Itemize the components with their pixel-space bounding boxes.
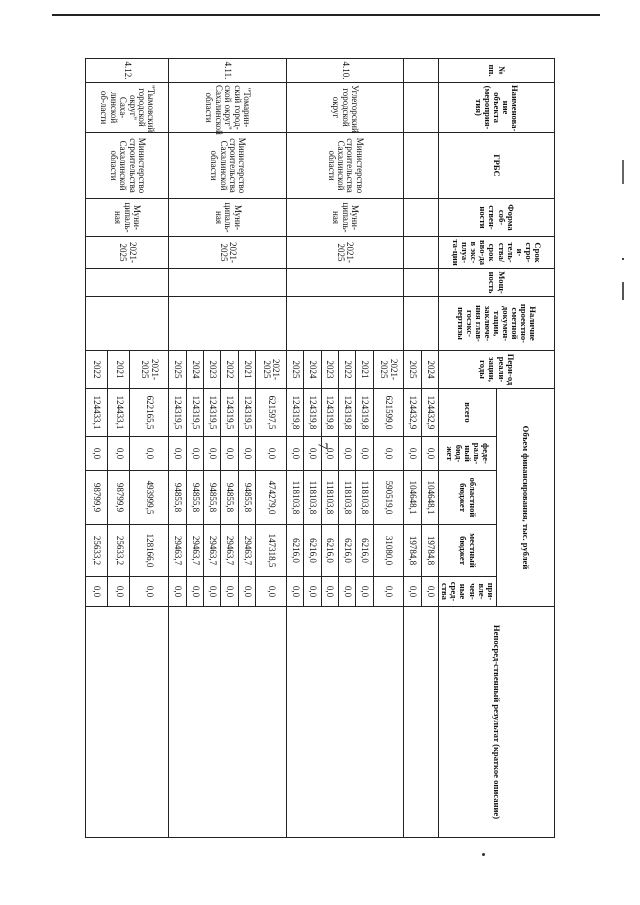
attracted-cell: 0,0: [304, 577, 321, 607]
attracted-cell: 0,0: [169, 577, 186, 607]
attracted-cell: 0,0: [373, 577, 404, 607]
attracted-cell: 0,0: [338, 577, 355, 607]
form-cell: [404, 199, 439, 237]
table-row: [256, 59, 287, 838]
attracted-cell: 0,0: [221, 577, 238, 607]
regional-cell: 118103,8: [304, 471, 321, 525]
local-cell: 128166,0: [130, 525, 169, 577]
total-cell: 124319,5: [204, 389, 221, 437]
form-cell: Муни-ципаль-ная: [86, 199, 169, 237]
regional-cell: 118103,8: [356, 471, 373, 525]
attracted-cell: 0,0: [186, 577, 203, 607]
grbs-cell: [404, 133, 439, 199]
scan-mark: [622, 258, 624, 260]
num-cell: 4.11.: [169, 59, 286, 83]
grbs-cell: Министерство строительства Сахалинской области: [86, 133, 169, 199]
result-cell: [404, 607, 439, 838]
period-cell: 2022: [338, 351, 355, 389]
federal-cell: 0,0: [304, 437, 321, 471]
regional-cell: 94855,8: [186, 471, 203, 525]
regional-cell: 94855,8: [169, 471, 186, 525]
federal-cell: 0,0: [130, 437, 169, 471]
regional-cell: 98799,9: [108, 471, 130, 525]
term-cell: 2021-2025: [286, 237, 403, 269]
period-cell: 2021-2025: [256, 351, 287, 389]
name-cell: "Тымовский городской округ" Саха-линской об-ласти: [86, 83, 169, 133]
local-cell: 25633,2: [108, 525, 130, 577]
federal-cell: 0,0: [373, 437, 404, 471]
regional-cell: 104648,1: [421, 471, 438, 525]
total-cell: 622165,5: [130, 389, 169, 437]
regional-cell: 98799,9: [86, 471, 108, 525]
total-cell: 621597,5: [256, 389, 287, 437]
total-cell: 124319,5: [169, 389, 186, 437]
total-cell: 124319,5: [186, 389, 203, 437]
period-cell: 2021-2025: [130, 351, 169, 389]
total-cell: 124319,5: [221, 389, 238, 437]
rotated-table-wrapper: [85, 58, 555, 838]
header-regional: областной бюджет: [439, 471, 497, 525]
form-cell: Муни-ципаль-ная: [286, 199, 403, 237]
total-cell: 124319,8: [304, 389, 321, 437]
top-rule: [52, 14, 600, 16]
table-row: [421, 59, 438, 838]
result-cell: [286, 607, 403, 838]
result-cell: [169, 607, 286, 838]
total-cell: 124319,8: [338, 389, 355, 437]
period-cell: 2023: [204, 351, 221, 389]
header-row: [497, 59, 555, 838]
total-cell: 124319,8: [321, 389, 338, 437]
federal-cell: 0,0: [338, 437, 355, 471]
local-cell: 29463,7: [204, 525, 221, 577]
local-cell: 6216,0: [321, 525, 338, 577]
local-cell: 6216,0: [286, 525, 303, 577]
federal-cell: 0,0: [238, 437, 255, 471]
attracted-cell: 0,0: [286, 577, 303, 607]
local-cell: 19784,8: [404, 525, 421, 577]
federal-cell: 0,0: [404, 437, 421, 471]
attracted-cell: 0,0: [256, 577, 287, 607]
local-cell: 29463,7: [169, 525, 186, 577]
attracted-cell: 0,0: [321, 577, 338, 607]
period-cell: 2024: [304, 351, 321, 389]
term-cell: 2021-2025: [169, 237, 286, 269]
regional-cell: 493999,5: [130, 471, 169, 525]
psd-cell: [286, 297, 403, 351]
power-cell: [404, 269, 439, 297]
regional-cell: 590519,0: [373, 471, 404, 525]
local-cell: 147318,5: [256, 525, 287, 577]
federal-cell: 0,0: [108, 437, 130, 471]
total-cell: 124433,1: [108, 389, 130, 437]
local-cell: 6216,0: [338, 525, 355, 577]
period-cell: 2021: [238, 351, 255, 389]
scan-dot: [482, 853, 485, 856]
local-cell: 29463,7: [186, 525, 203, 577]
power-cell: [86, 269, 169, 297]
header-form: Форма соб-ствен-ности: [439, 199, 555, 237]
scan-mark: [622, 160, 624, 184]
regional-cell: 94855,8: [221, 471, 238, 525]
period-cell: 2025: [286, 351, 303, 389]
header-attracted: при-вле-чен-ные сред-ства: [439, 577, 497, 607]
attracted-cell: 0,0: [86, 577, 108, 607]
power-cell: [169, 269, 286, 297]
header-federal: феде-раль-ный бюд-жет: [439, 437, 497, 471]
federal-cell: 0,0: [204, 437, 221, 471]
period-cell: 2021: [108, 351, 130, 389]
local-cell: 6216,0: [304, 525, 321, 577]
term-cell: 2021-2025: [86, 237, 169, 269]
regional-cell: 118103,8: [338, 471, 355, 525]
period-cell: 2022: [86, 351, 108, 389]
federal-cell: 0,0: [356, 437, 373, 471]
federal-cell: 0,0: [286, 437, 303, 471]
header-grbs: ГРБС: [439, 133, 555, 199]
attracted-cell: 0,0: [108, 577, 130, 607]
num-cell: 4.10.: [286, 59, 403, 83]
regional-cell: 104648,1: [404, 471, 421, 525]
table-row: [130, 59, 169, 838]
local-cell: 29463,7: [238, 525, 255, 577]
header-total: всего: [439, 389, 497, 437]
table-body: [86, 59, 555, 838]
total-cell: 124319,8: [356, 389, 373, 437]
period-cell: 2025: [169, 351, 186, 389]
scan-mark: [622, 282, 624, 300]
federal-cell: 0,0: [421, 437, 438, 471]
num-cell: 4.12.: [86, 59, 169, 83]
regional-cell: 94855,8: [204, 471, 221, 525]
federal-cell: 0,0: [256, 437, 287, 471]
federal-cell: 0,0: [86, 437, 108, 471]
total-cell: 124319,5: [238, 389, 255, 437]
header-name: Наименова-ние объекта (мероприя-тия): [439, 83, 555, 133]
period-cell: 2024: [421, 351, 438, 389]
total-cell: 621599,0: [373, 389, 404, 437]
total-cell: 124433,1: [86, 389, 108, 437]
header-term: Срок стро-и-тель-ства/ срок вво-да в экс-плуа-та-ции: [439, 237, 555, 269]
term-cell: [404, 237, 439, 269]
financing-table: [85, 58, 555, 838]
header-funding: Объем финансирования, тыс. рублей: [497, 389, 555, 607]
attracted-cell: 0,0: [238, 577, 255, 607]
name-cell: "Томарин-ский город-ской округ" Сахалинской области: [169, 83, 286, 133]
local-cell: 6216,0: [356, 525, 373, 577]
header-num: № пп.: [439, 59, 555, 83]
num-cell: [404, 59, 439, 83]
attracted-cell: 0,0: [204, 577, 221, 607]
attracted-cell: 0,0: [404, 577, 421, 607]
total-cell: 124432,9: [421, 389, 438, 437]
total-cell: 124432,9: [404, 389, 421, 437]
period-cell: 2023: [321, 351, 338, 389]
total-cell: 124319,8: [286, 389, 303, 437]
regional-cell: 94855,8: [238, 471, 255, 525]
attracted-cell: 0,0: [130, 577, 169, 607]
psd-cell: [86, 297, 169, 351]
psd-cell: [169, 297, 286, 351]
table-row: [373, 59, 404, 838]
federal-cell: 0,0: [186, 437, 203, 471]
regional-cell: 474279,0: [256, 471, 287, 525]
psd-cell: [404, 297, 439, 351]
attracted-cell: 0,0: [356, 577, 373, 607]
local-cell: 25633,2: [86, 525, 108, 577]
name-cell: Углегорский городской округ: [286, 83, 403, 133]
federal-cell: 0,0: [221, 437, 238, 471]
header-period: Пери-од реали-зации, годы: [439, 351, 555, 389]
page-number: 7: [314, 442, 330, 450]
regional-cell: 118103,8: [286, 471, 303, 525]
local-cell: 29463,7: [221, 525, 238, 577]
federal-cell: 0,0: [169, 437, 186, 471]
form-cell: Муни-ципаль-ная: [169, 199, 286, 237]
regional-cell: 118103,8: [321, 471, 338, 525]
period-cell: 2022: [221, 351, 238, 389]
period-cell: 2024: [186, 351, 203, 389]
local-cell: 31080,0: [373, 525, 404, 577]
header-power: Мощ-ность: [439, 269, 555, 297]
attracted-cell: 0,0: [421, 577, 438, 607]
result-cell: [86, 607, 169, 838]
period-cell: 2025: [404, 351, 421, 389]
period-cell: 2021-2025: [373, 351, 404, 389]
header-psd: Наличие проектно-сметной докумен-тации, заключе-ния глав-госэкс-пертизы: [439, 297, 555, 351]
period-cell: 2021: [356, 351, 373, 389]
grbs-cell: Министерство строительства Сахалинской области: [169, 133, 286, 199]
federal-cell: 0,0: [321, 437, 338, 471]
power-cell: [286, 269, 403, 297]
grbs-cell: Министерство строительства Сахалинской области: [286, 133, 403, 199]
name-cell: [404, 83, 439, 133]
header-result: Непосред-ственный результат (краткое описание): [439, 607, 555, 838]
local-cell: 19784,8: [421, 525, 438, 577]
header-local: местный бюджет: [439, 525, 497, 577]
